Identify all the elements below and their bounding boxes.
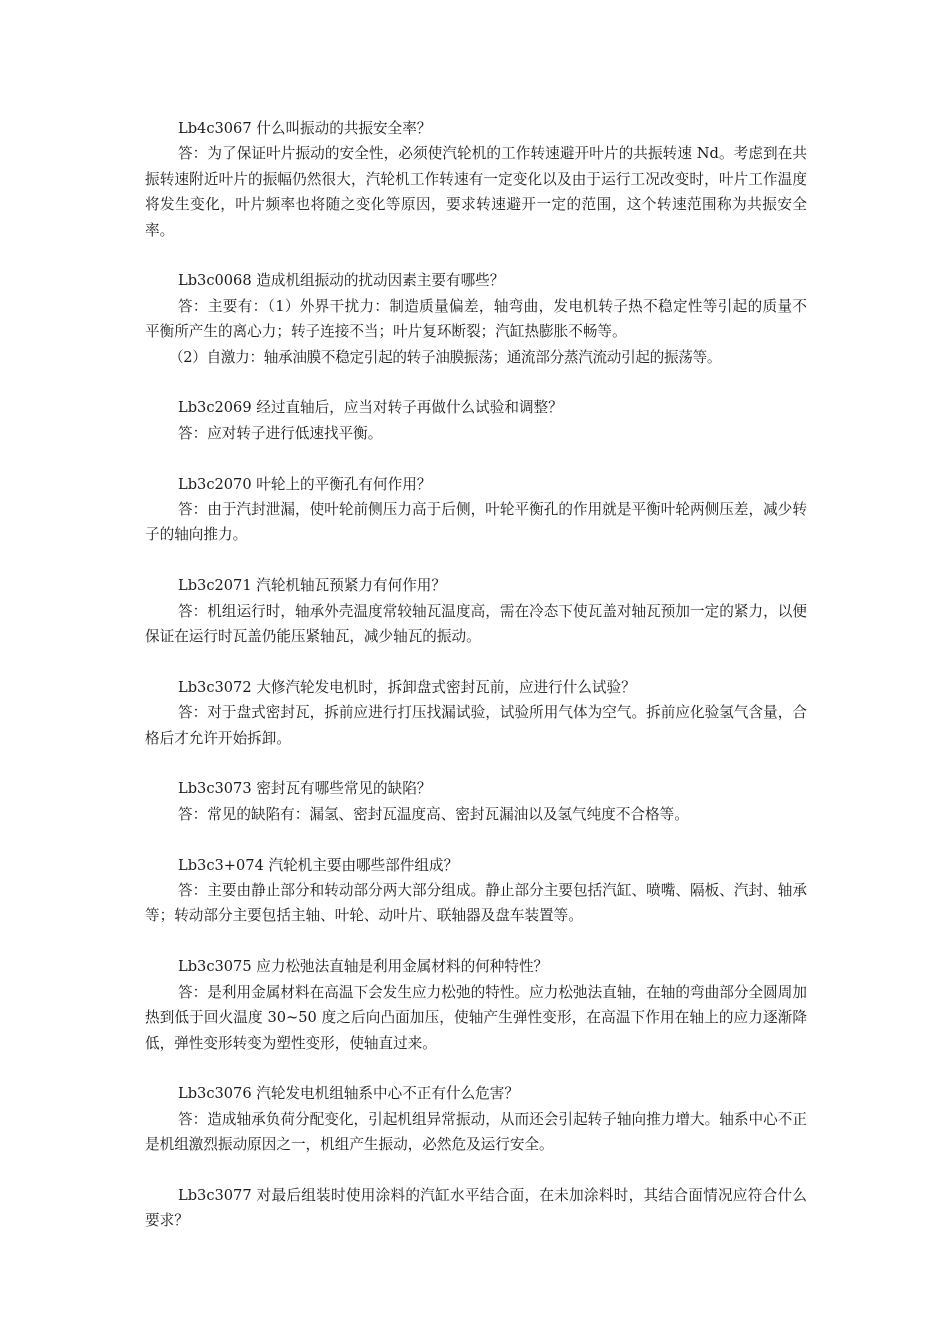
qa-item-3076	[145, 1081, 807, 1157]
question-text: Lb3c3076 汽轮发电机组轴系中心不正有什么危害？	[178, 1085, 519, 1103]
question-text: Lb3c3072 大修汽轮发电机时，拆卸盘式密封瓦前，应进行什么试验？	[178, 678, 636, 696]
answer-text: 答：造成轴承负荷分配变化，引起机组异常振动，从而还会引起转子轴向推力增大。轴系中心不正是机组激烈振动原因之一，机组产生振动，必然危及运行安全。	[145, 1110, 807, 1154]
document-body	[145, 116, 807, 1234]
answer-text: 答：常见的缺陷有：漏氢、密封瓦温度高、密封瓦漏油以及氢气纯度不合格等。	[178, 805, 689, 823]
question-text: Lb3c2069 经过直轴后，应当对转子再做什么试验和调整？	[178, 399, 563, 417]
qa-item-3067	[145, 116, 807, 243]
qa-item-3074	[145, 853, 807, 929]
answer-text: 答：对于盘式密封瓦，拆前应进行打压找漏试验，试验所用气体为空气。拆前应化验氢气含量，合格后才允许开始拆卸。	[145, 704, 807, 747]
question-text: Lb3c3+074 汽轮机主要由哪些部件组成？	[178, 856, 459, 874]
qa-item-2070	[145, 472, 807, 548]
answer-text: 答：主要有：（1）外界干扰力：制造质量偏差，轴弯曲，发电机转子热不稳定性等引起的质量不平衡所产生的离心力；转子连接不当；叶片复环断裂；汽缸热膨胀不畅等。	[145, 297, 807, 341]
question-text: Lb3c2071 汽轮机轴瓦预紧力有何作用？	[178, 577, 446, 595]
question-text: Lb4c3067 什么叫振动的共振安全率？	[178, 120, 432, 137]
qa-item-3077	[145, 1183, 807, 1234]
qa-item-3073	[145, 776, 807, 827]
answer-text: 答：由于汽封泄漏，使叶轮前侧压力高于后侧，叶轮平衡孔的作用就是平衡叶轮两侧压差，减少转子的轴向推力。	[145, 501, 807, 544]
qa-item-3072	[145, 675, 807, 751]
answer-text: 答：为了保证叶片振动的安全性，必须使汽轮机的工作转速避开叶片的共振转速 Nd。考虑到在共振转速附近叶片的振幅仍然很大，汽轮机工作转速有一定变化以及由于运行工况改变时，叶片工作温度将发生变化，叶片频率也将随之变化等原因，要求转速避开一定的范围，这个转速范围称为共振安全率。	[145, 145, 807, 239]
answer-text: 答：应对转子进行低速找平衡。	[178, 424, 383, 442]
answer-text: 答：主要由静止部分和转动部分两大部分组成。静止部分主要包括汽缸、喷嘴、隔板、汽封、轴承等；转动部分主要包括主轴、叶轮、动叶片、联轴器及盘车装置等。	[145, 882, 807, 925]
qa-item-0068	[145, 268, 807, 370]
question-text: Lb3c3075 应力松弛法直轴是利用金属材料的何种特性？	[178, 958, 549, 976]
answer-text: 答：是利用金属材料在高温下会发生应力松弛的特性。应力松弛法直轴，在轴的弯曲部分全圆周加热到低于回火温度 30~50 度之后向凸面加压，使轴产生弹性变形，在高温下作用在轴上的应力逐渐降低，弹性变形转变为塑性变形，使轴直过来。	[145, 983, 807, 1052]
question-text: Lb3c2070 叶轮上的平衡孔有何作用？	[178, 475, 432, 493]
answer-text: 答：机组运行时，轴承外壳温度常较轴瓦温度高，需在冷态下使瓦盖对轴瓦预加一定的紧力，以便保证在运行时瓦盖仍能压紧轴瓦，减少轴瓦的振动。	[145, 602, 807, 646]
qa-item-3075	[145, 954, 807, 1056]
question-text: Lb3c3077 对最后组装时使用涂料的汽缸水平结合面，在未加涂料时，其结合面情况应符合什么要求？	[145, 1186, 807, 1230]
question-text: Lb3c0068 造成机组振动的扰动因素主要有哪些？	[178, 272, 505, 290]
question-text: Lb3c3073 密封瓦有哪些常见的缺陷？	[178, 780, 432, 798]
qa-item-2069	[145, 395, 807, 446]
answer-text: （2）自激力：轴承油膜不稳定引起的转子油膜振荡；通流部分蒸汽流动引起的振荡等。	[169, 348, 722, 366]
qa-item-2071	[145, 573, 807, 649]
